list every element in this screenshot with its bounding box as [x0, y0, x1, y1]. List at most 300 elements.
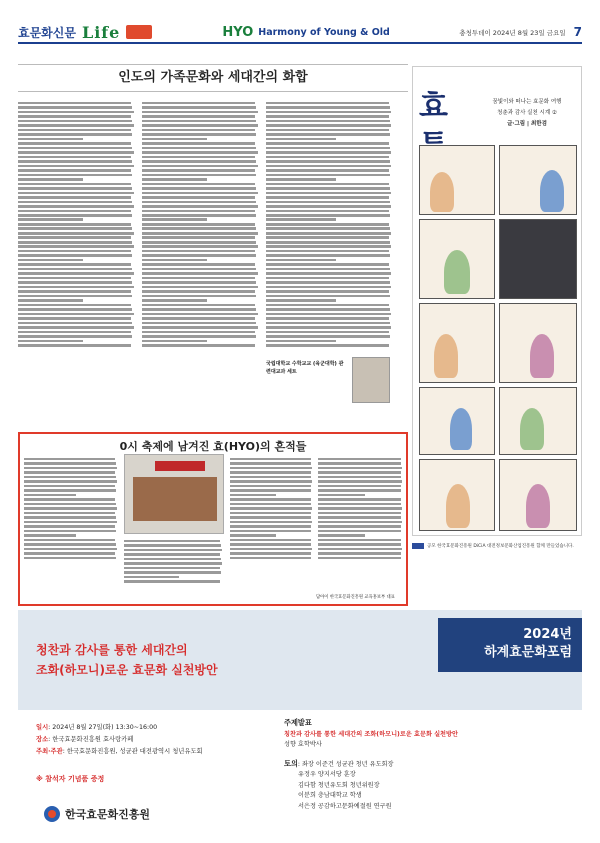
issue-date: 충청투데이 2024년 8월 23일 금요일: [459, 28, 566, 37]
text-line: [18, 263, 131, 266]
author-caption: 국립대학교 수학교교 (육군대학) 관련대교과 세트: [266, 361, 344, 375]
text-line: [318, 471, 401, 474]
text-line: [266, 156, 389, 159]
text-line: [18, 129, 131, 132]
text-line: [24, 552, 115, 555]
hyo-logo: HYO: [222, 24, 254, 40]
text-line: [266, 286, 391, 289]
life-section-logo: Life: [81, 22, 121, 42]
character-figure: [444, 250, 470, 294]
text-line: [266, 259, 336, 262]
text-line: [24, 516, 116, 519]
text-line: [266, 326, 391, 329]
text-line: [142, 254, 256, 257]
text-line: [142, 245, 258, 248]
text-line: [18, 111, 134, 114]
text-line: [124, 571, 221, 574]
text-line: [18, 183, 131, 186]
text-line: [24, 521, 117, 524]
text-line: [230, 543, 311, 546]
text-line: [230, 485, 311, 488]
text-line: [18, 196, 131, 199]
text-line: [230, 534, 276, 537]
text-line: [142, 286, 258, 289]
discussion-chair: 좌장 이준건 성균관 청년 유도회장: [301, 760, 394, 768]
text-line: [318, 480, 402, 483]
panelist: 서은정 공감하고문화예절원 연구원: [298, 802, 392, 810]
text-line: [18, 214, 132, 217]
character-figure: [540, 170, 564, 212]
text-line: [142, 313, 258, 316]
text-line: [18, 210, 131, 213]
text-line: [318, 458, 401, 461]
text-line: [18, 268, 132, 271]
text-line: [142, 138, 207, 141]
text-line: [266, 106, 390, 109]
text-line: [142, 236, 255, 239]
text-line: [230, 516, 311, 519]
forum-gift-note: ※ 참석자 기념품 증정: [36, 775, 105, 783]
comic-subtitle-block: [477, 97, 577, 130]
forum-title-line2: 조화(하모니)로운 효문화 실천방안: [36, 663, 218, 677]
character-figure: [450, 408, 472, 450]
text-line: [318, 543, 401, 546]
text-line: [18, 151, 134, 154]
text-line: [230, 471, 311, 474]
text-line: [318, 516, 401, 519]
forum-organizer: [44, 806, 150, 822]
text-line: [18, 259, 83, 262]
article2-column-4: [318, 456, 404, 604]
comic-frame-2: [499, 145, 577, 215]
text-line: [266, 241, 390, 244]
text-line: [142, 268, 256, 271]
forum-year: 2024년: [523, 627, 572, 642]
text-line: [142, 192, 258, 195]
panelist: 이분희 충남대학교 학생: [298, 792, 362, 799]
text-line: [142, 326, 258, 329]
text-line: [266, 299, 336, 302]
text-line: [266, 245, 391, 248]
text-line: [18, 147, 132, 150]
text-line: [142, 174, 256, 177]
text-line: [18, 223, 131, 226]
text-line: [18, 272, 134, 275]
text-line: [318, 462, 401, 465]
text-line: [142, 250, 255, 253]
organizer-name: 한국효문화진흥원: [65, 808, 151, 821]
text-line: [124, 540, 220, 543]
text-line: [142, 295, 256, 298]
text-line: [266, 277, 389, 280]
text-line: [230, 480, 312, 483]
text-line: [266, 102, 389, 105]
text-line: [266, 290, 389, 293]
text-line: [18, 115, 131, 118]
text-line: [142, 317, 255, 320]
organizer-emblem-icon: [44, 806, 60, 822]
text-line: [230, 552, 311, 555]
text-line: [18, 201, 132, 204]
text-line: [266, 250, 389, 253]
text-line: [266, 344, 389, 347]
text-line: [18, 174, 132, 177]
hyotoon-logo-char: 효: [419, 89, 448, 124]
text-line: [142, 205, 258, 208]
hyo-subtitle: Harmony of Young & Old: [258, 26, 390, 38]
text-line: [318, 534, 365, 537]
text-line: [18, 236, 131, 239]
text-line: [24, 458, 115, 461]
text-line: [18, 317, 131, 320]
newspaper-name: 효문화신문: [18, 25, 76, 40]
text-line: [18, 232, 134, 235]
text-line: [142, 272, 258, 275]
text-line: [142, 201, 256, 204]
text-line: [18, 331, 131, 334]
text-line: [266, 147, 390, 150]
text-line: [266, 115, 389, 118]
text-line: [18, 250, 131, 253]
text-line: [230, 507, 312, 510]
text-line: [142, 133, 256, 136]
text-line: [142, 304, 255, 307]
text-line: [18, 138, 83, 141]
text-line: [266, 254, 390, 257]
character-figure: [526, 484, 550, 528]
text-line: [266, 205, 391, 208]
text-line: [318, 507, 402, 510]
text-line: [142, 263, 255, 266]
text-line: [18, 156, 131, 159]
text-line: [18, 322, 132, 325]
text-line: [18, 178, 83, 181]
text-line: [266, 214, 390, 217]
text-line: [142, 344, 255, 347]
text-line: [318, 476, 401, 479]
text-line: [142, 183, 255, 186]
text-line: [230, 512, 311, 515]
character-figure: [446, 484, 470, 528]
text-line: [124, 562, 222, 565]
comic-episode: 청춘과 감사 실천 시계 ②: [497, 110, 557, 116]
text-line: [266, 304, 389, 307]
text-line: [142, 232, 258, 235]
text-line: [230, 489, 311, 492]
character-figure: [434, 334, 458, 378]
text-line: [230, 530, 311, 533]
text-line: [18, 304, 131, 307]
text-line: [142, 241, 256, 244]
text-line: [142, 218, 207, 221]
text-line: [18, 160, 132, 163]
article2-box: [18, 432, 408, 606]
article1-column-2: [142, 100, 260, 450]
comic-frame-5: [419, 303, 495, 383]
text-line: [18, 313, 134, 316]
text-line: [18, 169, 131, 172]
character-figure: [530, 334, 554, 378]
panelist: 유정우 양지서당 훈장: [298, 771, 356, 778]
text-line: [318, 557, 401, 560]
text-line: [142, 214, 256, 217]
text-line: [142, 165, 258, 168]
article2-photo: [124, 454, 224, 534]
text-line: [142, 290, 255, 293]
text-line: [318, 512, 401, 515]
text-line: [18, 344, 131, 347]
text-line: [142, 142, 255, 145]
text-line: [18, 142, 131, 145]
text-line: [142, 322, 256, 325]
forum-place: 한국효문화진흥원 효사랑카페: [52, 736, 134, 743]
text-line: [18, 290, 131, 293]
text-line: [266, 187, 390, 190]
text-line: [142, 129, 255, 132]
text-line: [18, 326, 134, 329]
text-line: [266, 174, 390, 177]
text-line: [24, 503, 116, 506]
text-line: [24, 557, 116, 560]
text-line: [18, 299, 83, 302]
forum-host: 한국효문화진흥원, 성균관 대전광역시 청년유도회: [66, 748, 203, 755]
text-line: [142, 308, 256, 311]
text-line: [266, 111, 391, 114]
text-line: [24, 498, 115, 501]
article1-title: 인도의 가족문화와 세대간의 화합: [118, 70, 308, 85]
text-line: [318, 489, 401, 492]
topic-speaker: 성향 효학박사: [284, 741, 322, 748]
text-line: [230, 458, 311, 461]
author-photo: [352, 357, 390, 403]
text-line: [266, 183, 389, 186]
text-line: [142, 196, 255, 199]
panelist: 김다함 청년유도회 청년위원장: [298, 781, 380, 789]
text-line: [266, 331, 389, 334]
text-line: [18, 133, 132, 136]
text-line: [142, 281, 256, 284]
text-line: [142, 151, 258, 154]
article1-column-1: [18, 100, 136, 450]
text-line: [266, 227, 390, 230]
comic-frame-7: [419, 387, 495, 455]
page-number: 7: [573, 25, 582, 39]
text-line: [266, 263, 389, 266]
text-line: [266, 133, 390, 136]
text-line: [266, 232, 391, 235]
text-line: [142, 102, 255, 105]
text-line: [24, 494, 76, 497]
text-line: [266, 151, 391, 154]
text-line: [318, 485, 401, 488]
text-line: [318, 552, 401, 555]
forum-place-label: 장소: [36, 736, 49, 743]
text-line: [318, 494, 365, 497]
character-figure: [520, 408, 544, 450]
text-line: [266, 340, 336, 343]
article2-title: 0시 축제에 남겨진 효(HYO)의 흔적들: [119, 440, 307, 453]
text-line: [24, 471, 115, 474]
text-line: [318, 548, 402, 551]
text-line: [230, 498, 311, 501]
text-line: [24, 489, 116, 492]
text-line: [266, 196, 389, 199]
sponsor-text: 공모 한국효문화진흥원 DiCiA 대전정보문화산업진흥원 함께 만들었습니다.: [427, 544, 574, 549]
text-line: [24, 476, 116, 479]
forum-host-label: 주최·주관: [36, 748, 63, 755]
text-line: [142, 124, 258, 127]
text-line: [266, 272, 391, 275]
hyotoon-logo: [419, 87, 471, 139]
text-line: [266, 178, 336, 181]
text-line: [24, 548, 117, 551]
text-line: [266, 295, 390, 298]
text-line: [142, 210, 255, 213]
text-line: [230, 476, 311, 479]
section-tag: [126, 25, 152, 39]
text-line: [142, 147, 256, 150]
text-line: [230, 503, 311, 506]
text-line: [24, 485, 115, 488]
text-line: [266, 223, 389, 226]
text-line: [18, 187, 132, 190]
text-line: [18, 286, 134, 289]
text-line: [24, 530, 116, 533]
text-line: [142, 340, 207, 343]
text-line: [142, 223, 255, 226]
text-line: [266, 160, 390, 163]
text-line: [18, 281, 132, 284]
article2-column-2: [124, 538, 224, 604]
text-line: [24, 512, 115, 515]
comic-frame-10: [499, 459, 577, 531]
text-line: [266, 120, 390, 123]
comic-frame-1: [419, 145, 495, 215]
text-line: [18, 245, 134, 248]
text-line: [230, 521, 312, 524]
photo-exhibit-wall: [133, 477, 217, 521]
topic-heading: 주제발표: [284, 718, 312, 727]
article1-title-bar: [18, 64, 408, 92]
text-line: [24, 467, 117, 470]
text-line: [266, 313, 391, 316]
text-line: [18, 227, 132, 230]
forum-title-line1: 청찬과 감사를 통한 세대간의: [36, 643, 188, 657]
text-line: [266, 317, 389, 320]
text-line: [318, 521, 402, 524]
comic-frame-3: [419, 219, 495, 299]
text-line: [266, 236, 389, 239]
article2-byline: 담아이 한국효문화진흥원 교육홍보부 대표: [316, 595, 395, 600]
forum-program: 주제발표 칭찬과 감사를 통한 세대간의 조화(하모니)로운 효문화 실천방안 성향 효학박사 토의: 좌장 이준건 성균관 청년 유도회장 유정우 양지서당 훈장 김다함 청년유도회 청년위원장 이분희 충남대학교 학생 서은정 공감하고문화예절원 연구원: [284, 718, 584, 812]
photo-banner: [155, 461, 205, 471]
text-line: [230, 525, 311, 528]
text-line: [266, 142, 389, 145]
article2-column-1: [24, 456, 119, 604]
text-line: [230, 494, 276, 497]
forum-banner: [18, 610, 582, 840]
text-line: [230, 467, 312, 470]
text-line: [18, 120, 132, 123]
text-line: [266, 281, 390, 284]
text-line: [266, 268, 390, 271]
text-line: [318, 467, 402, 470]
comic-frame-6: [499, 303, 577, 383]
text-line: [18, 241, 132, 244]
text-line: [142, 115, 255, 118]
text-line: [124, 567, 220, 570]
comic-frame-4: [499, 219, 577, 299]
text-line: [318, 525, 401, 528]
text-line: [266, 124, 391, 127]
forum-name: 하계효문화포럼: [484, 645, 572, 660]
text-line: [18, 106, 132, 109]
text-line: [124, 553, 220, 556]
text-line: [142, 299, 207, 302]
text-line: [24, 462, 116, 465]
text-line: [266, 308, 390, 311]
text-line: [142, 160, 256, 163]
text-line: [318, 530, 401, 533]
text-line: [142, 111, 258, 114]
text-line: [124, 576, 179, 579]
forum-title: [36, 640, 366, 680]
text-line: [18, 218, 83, 221]
text-line: [18, 308, 132, 311]
text-line: [230, 539, 311, 542]
article2-column-3: [230, 456, 314, 604]
text-line: [266, 129, 389, 132]
text-line: [18, 205, 134, 208]
text-line: [24, 543, 116, 546]
text-line: [124, 580, 220, 583]
text-line: [18, 124, 134, 127]
text-line: [142, 227, 256, 230]
text-line: [24, 534, 76, 537]
text-line: [266, 169, 389, 172]
forum-info: 일시: 2024년 8월 27일(화) 13:30~16:00 장소: 한국효문화진흥원 효사랑카페 주최·주관: 한국효문화진흥원, 성균관 대전광역시 청년유도회: [36, 724, 203, 755]
page-header: [18, 22, 582, 44]
text-line: [266, 335, 390, 338]
text-line: [142, 187, 256, 190]
text-line: [142, 178, 207, 181]
forum-date-label: 일시: [36, 724, 49, 731]
text-line: [142, 259, 207, 262]
text-line: [142, 156, 255, 159]
text-line: [142, 120, 256, 123]
text-line: [230, 462, 311, 465]
sponsor-logo: [412, 543, 424, 549]
text-line: [266, 192, 391, 195]
text-line: [18, 254, 132, 257]
forum-date: 2024년 8월 27일(화) 13:30~16:00: [52, 724, 158, 731]
text-line: [318, 498, 401, 501]
text-line: [18, 192, 134, 195]
text-line: [266, 165, 391, 168]
text-line: [18, 277, 131, 280]
text-line: [266, 138, 336, 141]
text-line: [142, 106, 256, 109]
discussion-label: 토의: [284, 758, 298, 768]
text-line: [18, 335, 132, 338]
sponsor-line: [412, 538, 582, 554]
text-line: [18, 165, 134, 168]
topic-title: 칭찬과 감사를 통한 세대간의 조화(하모니)로운 효문화 실천방안: [284, 730, 458, 738]
text-line: [230, 548, 312, 551]
text-line: [318, 503, 401, 506]
text-line: [18, 295, 132, 298]
author-box: [266, 355, 394, 435]
